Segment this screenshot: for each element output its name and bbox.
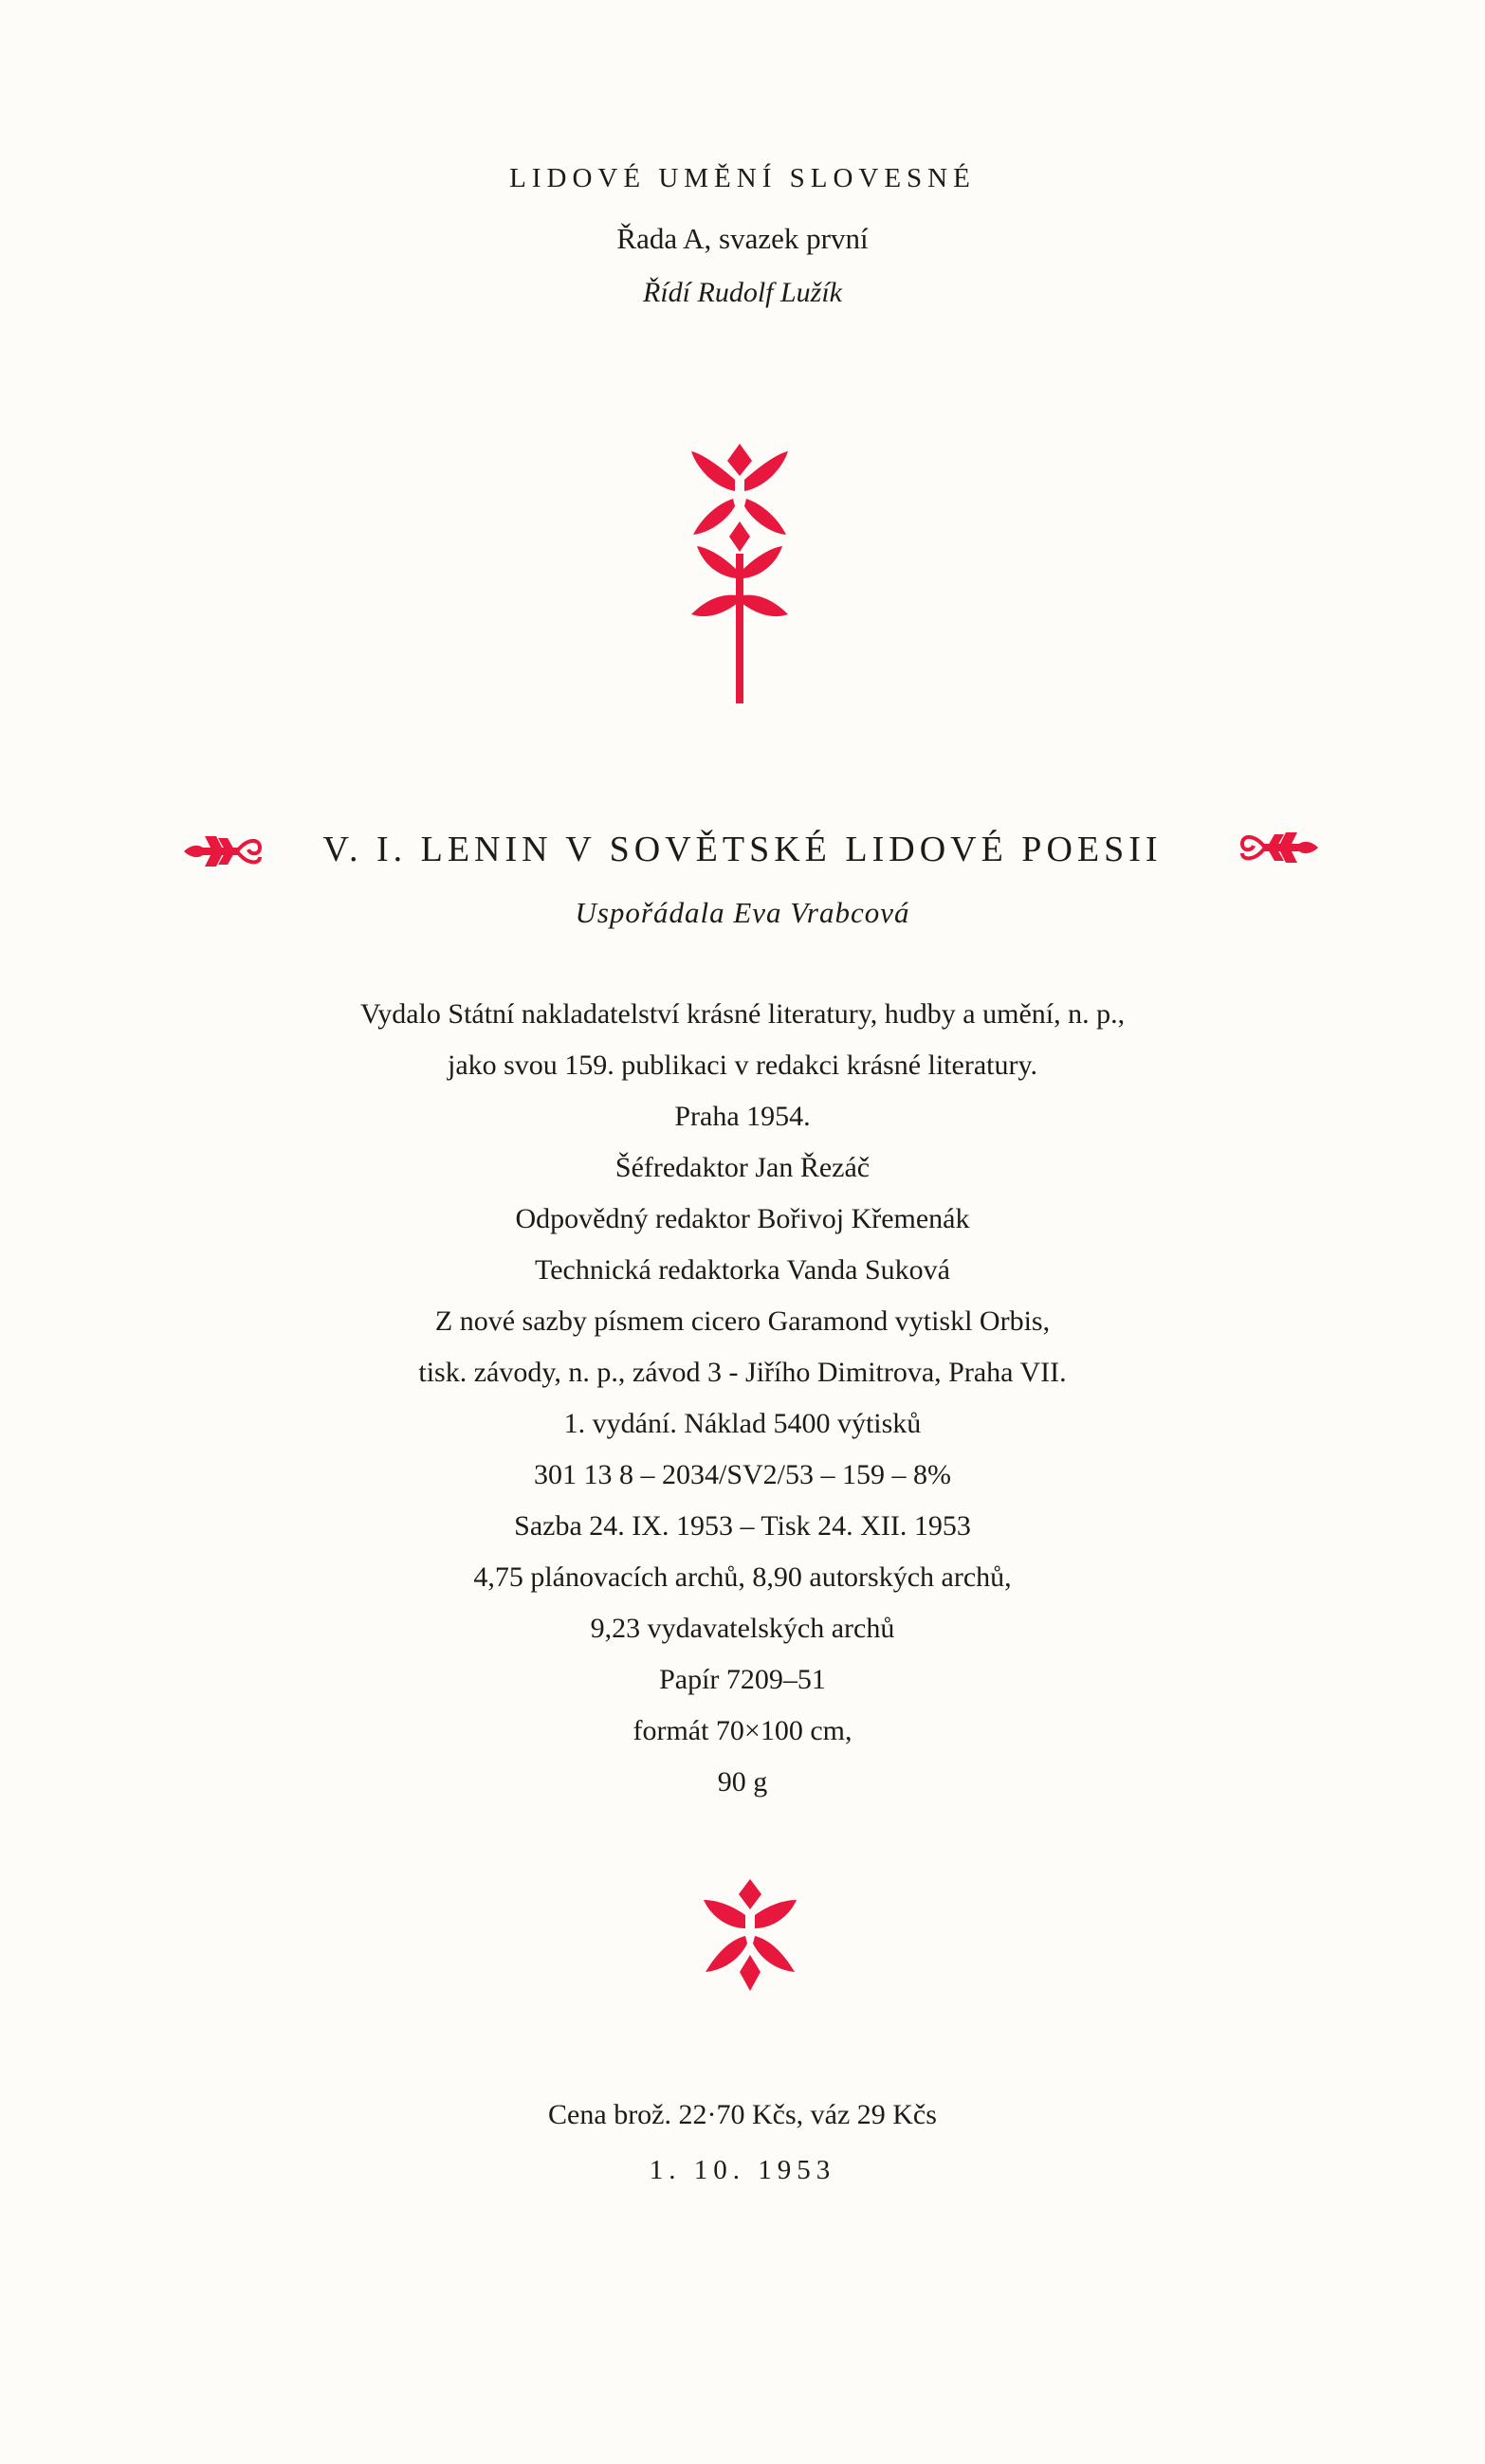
book-title: V. I. LENIN V SOVĚTSKÉ LIDOVÉ POESII: [322, 830, 1163, 869]
imprint-line: 1. vydání. Náklad 5400 výtisků: [563, 1408, 922, 1439]
imprint-line: Papír 7209–51: [659, 1664, 826, 1695]
series-editor: Řídí Rudolf Lužík: [643, 277, 842, 308]
imprint-line: jako svou 159. publikaci v redakci krásné literatury.: [447, 1049, 1038, 1081]
imprint-line: tisk. závody, n. p., závod 3 - Jiřího Dimitrova, Praha VII.: [418, 1357, 1067, 1388]
imprint-line: 4,75 plánovacích archů, 8,90 autorských archů,: [473, 1561, 1012, 1593]
imprint-line: 90 g: [717, 1766, 768, 1798]
imprint-line: Z nové sazby písmem cicero Garamond vytiskl Orbis,: [434, 1305, 1051, 1337]
imprint-line: formát 70×100 cm,: [632, 1715, 852, 1746]
imprint-line: Sazba 24. IX. 1953 – Tisk 24. XII. 1953: [514, 1510, 971, 1542]
star-flower-icon: [698, 1875, 802, 1999]
series-title: LIDOVÉ UMĚNÍ SLOVESNÉ: [509, 163, 976, 193]
date-line: 1. 10. 1953: [649, 2155, 836, 2185]
price-line: Cena brož. 22·70 Kčs, váz 29 Kčs: [548, 2099, 937, 2130]
imprint-line: Praha 1954.: [674, 1101, 811, 1132]
compiler-credit: Uspořádala Eva Vrabcová: [575, 896, 910, 929]
imprint-line: Vydalo Státní nakladatelství krásné literatury, hudby a umění, n. p.,: [359, 998, 1126, 1030]
series-subtitle: Řada A, svazek první: [616, 222, 869, 255]
imprint-line: Odpovědný redaktor Bořivoj Křemenák: [515, 1203, 970, 1234]
imprint-line: 301 13 8 – 2034/SV2/53 – 159 – 8%: [533, 1459, 951, 1490]
imprint-line: 9,23 vydavatelských archů: [590, 1613, 895, 1644]
imprint-line: Šéfredaktor Jan Řezáč: [614, 1152, 871, 1183]
imprint-line: Technická redaktorka Vanda Suková: [534, 1254, 951, 1286]
flower-branch-icon: [669, 436, 811, 711]
